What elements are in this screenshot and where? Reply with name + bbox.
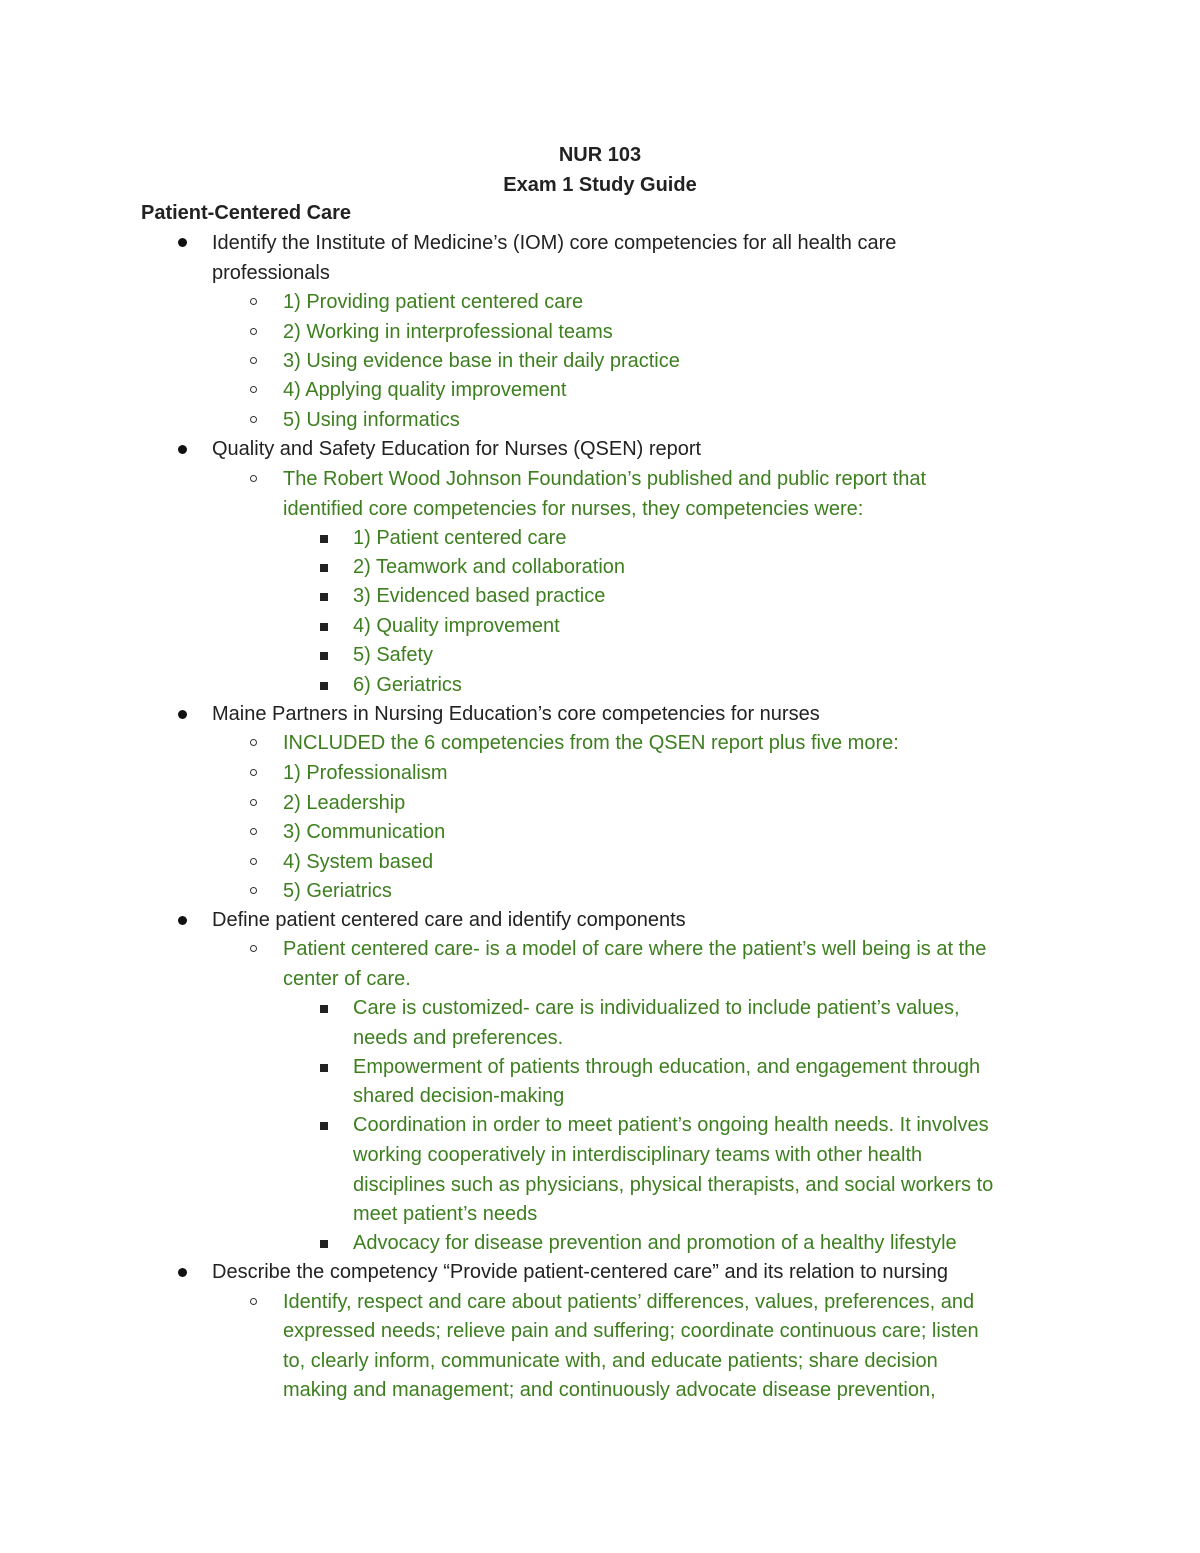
- list-item: 3) Evidenced based practice: [353, 585, 606, 607]
- list-item-continuation: expressed needs; relieve pain and suffering; coordinate continuous care; listen: [283, 1320, 979, 1342]
- list-item: Empowerment of patients through education, and engagement through: [353, 1056, 981, 1078]
- list-item: Identify, respect and care about patients’ differences, values, preferences, and: [283, 1291, 975, 1313]
- list-item: 4) System based: [283, 851, 434, 873]
- bullet-circle: [250, 1298, 257, 1305]
- document-title: Exam 1 Study Guide: [503, 174, 697, 196]
- bullet-circle: [250, 858, 257, 865]
- list-item: 3) Using evidence base in their daily practice: [283, 350, 680, 372]
- list-item: The Robert Wood Johnson Foundation’s published and public report that: [283, 468, 927, 490]
- list-item: 2) Teamwork and collaboration: [353, 556, 626, 578]
- section-heading: Patient-Centered Care: [141, 202, 352, 224]
- bullet-dot: [178, 445, 187, 454]
- list-item: 3) Communication: [283, 821, 446, 843]
- course-title: NUR 103: [558, 144, 642, 166]
- list-item: Describe the competency “Provide patient-centered care” and its relation to nursing: [212, 1261, 948, 1283]
- bullet-square: [320, 1240, 328, 1248]
- bullet-circle: [250, 739, 257, 746]
- bullet-square: [320, 623, 328, 631]
- bullet-circle: [250, 769, 257, 776]
- list-item-continuation: needs and preferences.: [353, 1027, 564, 1049]
- list-item: Identify the Institute of Medicine’s (IOM) core competencies for all health care: [212, 232, 897, 254]
- bullet-square: [320, 593, 328, 601]
- list-item-continuation: professionals: [212, 262, 330, 284]
- bullet-square: [320, 652, 328, 660]
- list-item: 5) Geriatrics: [283, 880, 392, 902]
- list-item-continuation: center of care.: [283, 968, 411, 990]
- bullet-circle: [250, 328, 257, 335]
- list-item-continuation: working cooperatively in interdisciplinary teams with other health: [353, 1144, 923, 1166]
- list-item-continuation: identified core competencies for nurses, they competencies were:: [283, 498, 864, 520]
- list-item: INCLUDED the 6 competencies from the QSEN report plus five more:: [283, 732, 899, 754]
- bullet-circle: [250, 386, 257, 393]
- list-item: Advocacy for disease prevention and promotion of a healthy lifestyle: [353, 1232, 957, 1254]
- bullet-circle: [250, 828, 257, 835]
- bullet-dot: [178, 710, 187, 719]
- list-item: 1) Patient centered care: [353, 527, 567, 549]
- list-item: 4) Applying quality improvement: [283, 379, 567, 401]
- list-item: Patient centered care- is a model of care where the patient’s well being is at the: [283, 938, 987, 960]
- list-item-continuation: shared decision-making: [353, 1085, 565, 1107]
- bullet-square: [320, 1005, 328, 1013]
- list-item: 2) Working in interprofessional teams: [283, 321, 613, 343]
- bullet-square: [320, 564, 328, 572]
- list-item: 6) Geriatrics: [353, 674, 462, 696]
- bullet-square: [320, 1122, 328, 1130]
- bullet-dot: [178, 1268, 187, 1277]
- list-item-continuation: disciplines such as physicians, physical therapists, and social workers to: [353, 1174, 994, 1196]
- list-item: 1) Providing patient centered care: [283, 291, 584, 313]
- bullet-dot: [178, 238, 187, 247]
- bullet-circle: [250, 887, 257, 894]
- bullet-dot: [178, 916, 187, 925]
- bullet-circle: [250, 298, 257, 305]
- bullet-circle: [250, 357, 257, 364]
- list-item-continuation: meet patient’s needs: [353, 1203, 538, 1225]
- list-item: 5) Using informatics: [283, 409, 460, 431]
- list-item: 2) Leadership: [283, 792, 406, 814]
- list-item-continuation: to, clearly inform, communicate with, and educate patients; share decision: [283, 1350, 938, 1372]
- bullet-square: [320, 535, 328, 543]
- bullet-circle: [250, 799, 257, 806]
- list-item-continuation: making and management; and continuously advocate disease prevention,: [283, 1379, 936, 1401]
- list-item: Define patient centered care and identify components: [212, 909, 686, 931]
- list-item: 5) Safety: [353, 644, 434, 666]
- list-item: Maine Partners in Nursing Education’s core competencies for nurses: [212, 703, 820, 725]
- bullet-circle: [250, 416, 257, 423]
- bullet-square: [320, 682, 328, 690]
- bullet-square: [320, 1064, 328, 1072]
- list-item: 1) Professionalism: [283, 762, 448, 784]
- bullet-circle: [250, 475, 257, 482]
- list-item: Coordination in order to meet patient’s ongoing health needs. It involves: [353, 1114, 989, 1136]
- list-item: 4) Quality improvement: [353, 615, 560, 637]
- list-item: Quality and Safety Education for Nurses (QSEN) report: [212, 438, 702, 460]
- list-item: Care is customized- care is individualized to include patient’s values,: [353, 997, 960, 1019]
- bullet-circle: [250, 945, 257, 952]
